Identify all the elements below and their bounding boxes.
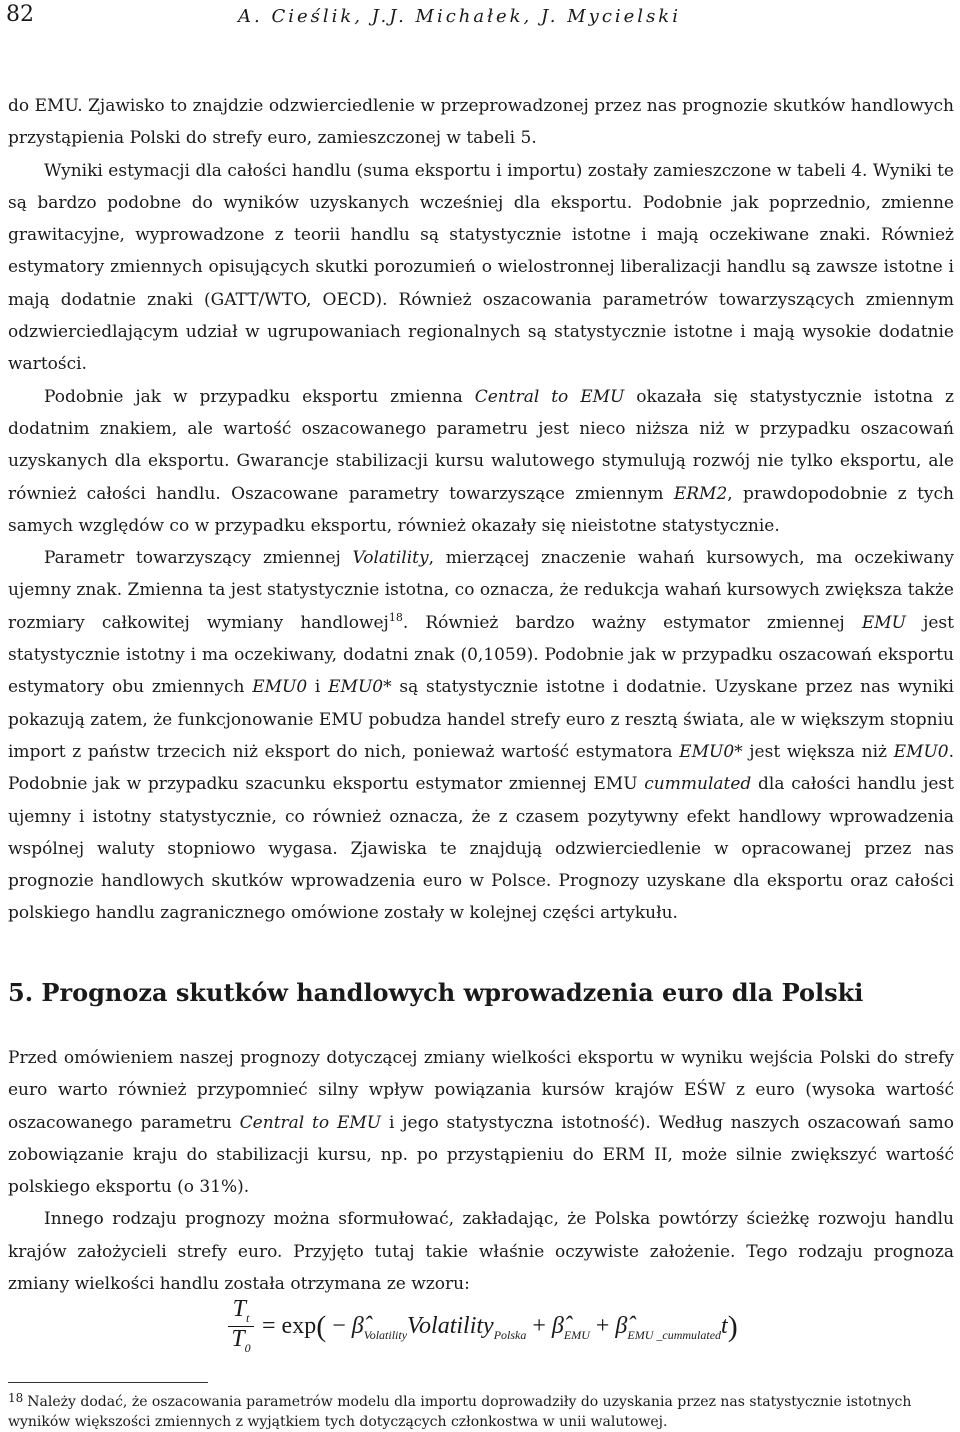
- beta-volatility-sub: Volatility: [363, 1327, 408, 1342]
- text-run: , prawdopodobnie z tych samych względów co w przypadku eksportu, również okazały się nieistotne statystycznie.: [8, 483, 954, 536]
- beta-emu-cummulated: β̂: [615, 1313, 628, 1339]
- text-run: dla całości handlu jest ujemny i istotny statystycznie, co również oznacza, że z czasem pozytywny efekt handlowy wprowadzenia wspólnej waluty stopniowo wygasa. Zjawiska te znajdują odzwierciedlenie w opracowanej przez nas prognozie handlowych skutków wprowadzenia euro w Polsce. Prognozy uzyskane dla eksportu oraz całości polskiego handlu zagranicznego omówione zostały w kolejnej części artykułu.: [8, 774, 954, 924]
- section-body-text: [8, 1042, 954, 1300]
- text-run: i: [307, 677, 329, 698]
- italic-term: Central to EMU: [239, 1112, 382, 1133]
- formula-plus-2: +: [595, 1313, 610, 1339]
- formula-paren-open: (: [316, 1310, 327, 1343]
- paragraph: [8, 155, 954, 381]
- text-run: i jego statystyczna istotność). Według naszych oszacowań samo zobowiązanie kraju do stabilizacji kursu, np. po przystąpieniu do ERM II, może silnie zwiększyć wartość polskiego eksportu (o 31%).: [8, 1112, 954, 1198]
- beta-emu: β̂: [551, 1313, 564, 1339]
- italic-term: ERM2: [673, 483, 728, 504]
- page-header: [6, 2, 950, 32]
- italic-term: EMU0: [893, 741, 949, 762]
- text-run: jest statystycznie istotny i ma oczekiwany, dodatni znak (0,1059). Podobnie jak w przypadku oszacowań eksportu estymatory obu zmiennych: [8, 612, 954, 698]
- beta-volatility: β̂: [351, 1313, 364, 1339]
- italic-term: cummulated: [644, 774, 752, 795]
- text-run: jest większa niż: [742, 741, 894, 762]
- italic-term: Central to EMU: [474, 386, 625, 407]
- running-head-authors: A. Cieślik, J.J. Michałek, J. Mycielski: [238, 6, 681, 27]
- text-run: okazała się statystycznie istotna z dodatnim znakiem, ale wartość oszacowanego parametru jest nieco niższa niż w przypadku oszacowań uzyskanych dla eksportu. Gwarancje stabilizacji kursu walutowego stymulują rozwój nie tylko eksportu, ale również całości handlu. Oszacowane parametry towarzyszące zmiennym: [8, 386, 954, 504]
- formula-minus: −: [332, 1313, 346, 1339]
- paragraph: [8, 381, 954, 542]
- text-run: . Również bardzo ważny estymator zmiennej: [402, 612, 862, 633]
- footnote-mark: 18: [8, 1391, 24, 1405]
- formula-denominator: $T_0$: [231, 1326, 251, 1355]
- forecast-formula: [226, 1296, 786, 1358]
- footnote-text: Należy dodać, że oszacowania parametrów modelu dla importu doprowadziły do uzyskania przez nas statystycznie istotnych wyników większości zmiennych z wyjątkiem tych dotyczących członkostwa w unii walutowej.: [8, 1394, 912, 1430]
- section-heading: 5. Prognoza skutków handlowych wprowadzenia euro dla Polski: [8, 978, 864, 1007]
- text-run: Wyniki estymacji dla całości handlu (suma eksportu i importu) zostały zamieszczone w tabeli 4. Wyniki te są bardzo podobne do wyników uzyskanych wcześniej dla eksportu. Podobnie jak poprzednio, zmienne grawitacyjne, wyprowadzone z teorii handlu są statystycznie istotne i mają oczekiwane znaki. Również estymatory zmiennych opisujących skutki porozumień o wielostronnej liberalizacji handlu są zawsze istotne i mają dodatnie znaki (GATT/WTO, OECD). Również oszacowania parametrów towarzyszących zmiennym odzwierciedlającym udział w ugrupowaniach regionalnych są statystycznie istotne i mają wysokie dodatnie wartości.: [8, 160, 954, 375]
- var-volatility-sub: Polska: [493, 1327, 527, 1342]
- formula-plus-1: +: [532, 1313, 546, 1339]
- beta-emu-cummulated-sub: EMU _cummulated: [627, 1327, 722, 1342]
- italic-term: EMU: [861, 612, 906, 633]
- beta-emu-sub: EMU: [563, 1327, 590, 1342]
- formula-exp: = exp: [262, 1313, 317, 1339]
- text-run: Parametr towarzyszący zmiennej: [44, 548, 353, 569]
- text-run: , mierzącej znaczenie wahań kursowych, ma oczekiwany ujemny znak. Zmienna ta jest statystycznie istotna, co oznacza, że redukcja wahań kursowych zwiększa także rozmiary całkowitej wymiany handlowej: [8, 548, 954, 633]
- text-run: Przed omówieniem naszej prognozy dotyczącej zmiany wielkości eksportu w wyniku wejścia Polski do strefy euro warto również przypomnieć silny wpływ powiązania kursów krajów EŚW z euro (wysoka wartość oszacowanego parametru: [8, 1048, 954, 1133]
- formula-paren-close: ): [727, 1310, 738, 1343]
- page-number: 82: [6, 2, 34, 27]
- footnote-18: [8, 1388, 954, 1432]
- paragraph: [8, 90, 954, 155]
- text-run: są statystycznie istotne i dodatnie. Uzyskane przez nas wyniki pokazują zatem, że funkcjonowanie EMU pobudza handel strefy euro z resztą świata, ale w większym stopniu import z państw trzecich niż eksport do nich, ponieważ wartość estymatora: [8, 677, 954, 762]
- italic-term: EMU0*: [679, 741, 743, 762]
- text-run: Podobnie jak w przypadku eksportu zmienna: [44, 386, 475, 407]
- italic-term: Volatility: [352, 548, 429, 569]
- text-run: Innego rodzaju prognozy można sformułować, zakładając, że Polska powtórzy ścieżkę rozwoju handlu krajów założycieli strefy euro. Przyjęto tutaj takie właśnie oczywiste założenie. Tego rodzaju prognoza zmiany wielkości handlu została otrzymana ze wzoru:: [8, 1209, 954, 1295]
- paragraph: [8, 1042, 954, 1203]
- text-run: do EMU. Zjawisko to znajdzie odzwierciedlenie w przeprowadzonej przez nas prognozie skutków handlowych przystąpienia Polski do strefy euro, zamieszczonej w tabeli 5.: [8, 96, 954, 149]
- italic-term: EMU0*: [328, 677, 392, 698]
- paragraph: [8, 542, 954, 930]
- footnote-rule: [8, 1382, 208, 1383]
- var-t: t: [721, 1313, 728, 1339]
- text-run: . Podobnie jak w przypadku szacunku eksportu estymator zmiennej EMU: [8, 741, 954, 795]
- paragraph: [8, 1203, 954, 1300]
- var-volatility: Volatility: [407, 1313, 494, 1339]
- italic-term: EMU0: [252, 677, 308, 698]
- formula-rhs: [262, 1310, 738, 1344]
- body-text: [8, 90, 954, 930]
- formula-numerator: $T_t$: [232, 1296, 250, 1325]
- footnote-ref: 18: [388, 610, 403, 624]
